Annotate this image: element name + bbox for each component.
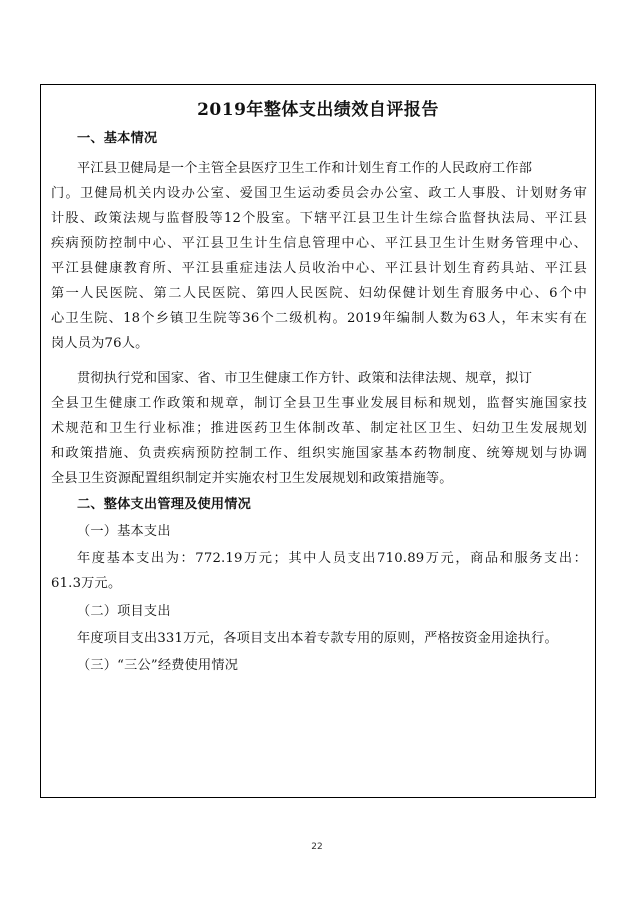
paragraph-line: 平江县卫健局是一个主管全县医疗卫生工作和计划生育工作的人民政府工作部: [77, 161, 533, 176]
paragraph-line: 年度项目支出331万元，各项目支出本着专款专用的原则，严格按资金用途执行。: [77, 631, 558, 646]
page-number: 22: [311, 842, 323, 852]
paragraph-line: 门。卫健局机关内设办公室、爱国卫生运动委员会办公室、政工人事股、计划财务审: [51, 186, 587, 201]
report-frame: [40, 84, 596, 798]
paragraph-line: 贯彻执行党和国家、省、市卫生健康工作方针、政策和法律法规、规章，拟订: [77, 371, 533, 386]
subheading-project-spending: （二）项目支出: [77, 604, 171, 619]
paragraph-line: 心卫生院、18个乡镇卫生院等36个二级机构。2019年编制人数为63人，年末实有在: [51, 311, 587, 326]
paragraph-line: 61.3万元。: [51, 576, 122, 591]
paragraph-line: 术规范和卫生行业标准；推进医药卫生体制改革、制定社区卫生、妇幼卫生发展规划: [51, 421, 587, 436]
paragraph-line: 全县卫生资源配置组织制定并实施农村卫生发展规划和政策措施等。: [51, 471, 453, 486]
paragraph-line: 计股、政策法规与监督股等12个股室。下辖平江县卫生计生综合监督执法局、平江县: [51, 211, 587, 226]
section-heading-basic-info: 一、基本情况: [77, 131, 158, 146]
paragraph-line: 疾病预防控制中心、平江县卫生计生信息管理中心、平江县卫生计生财务管理中心、: [51, 236, 587, 251]
subheading-three-public-expenses: （三）“三公”经费使用情况: [77, 658, 239, 673]
paragraph-line: 岗人员为76人。: [51, 336, 149, 351]
report-title: 2019年整体支出绩效自评报告: [197, 100, 439, 120]
section-heading-spending: 二、整体支出管理及使用情况: [77, 497, 252, 512]
paragraph-line: 年度基本支出为：772.19万元；其中人员支出710.89万元，商品和服务支出：: [77, 551, 587, 566]
paragraph-line: 第一人民医院、第二人民医院、第四人民医院、妇幼保健计划生育服务中心、6个中: [51, 286, 587, 301]
paragraph-line: 平江县健康教育所、平江县重症违法人员收治中心、平江县计划生育药具站、平江县: [51, 261, 587, 276]
paragraph-line: 和政策措施、负责疾病预防控制工作、组织实施国家基本药物制度、统筹规划与协调: [51, 446, 587, 461]
subheading-basic-spending: （一）基本支出: [77, 524, 171, 539]
paragraph-line: 全县卫生健康工作政策和规章，制订全县卫生事业发展目标和规划，监督实施国家技: [51, 396, 587, 411]
